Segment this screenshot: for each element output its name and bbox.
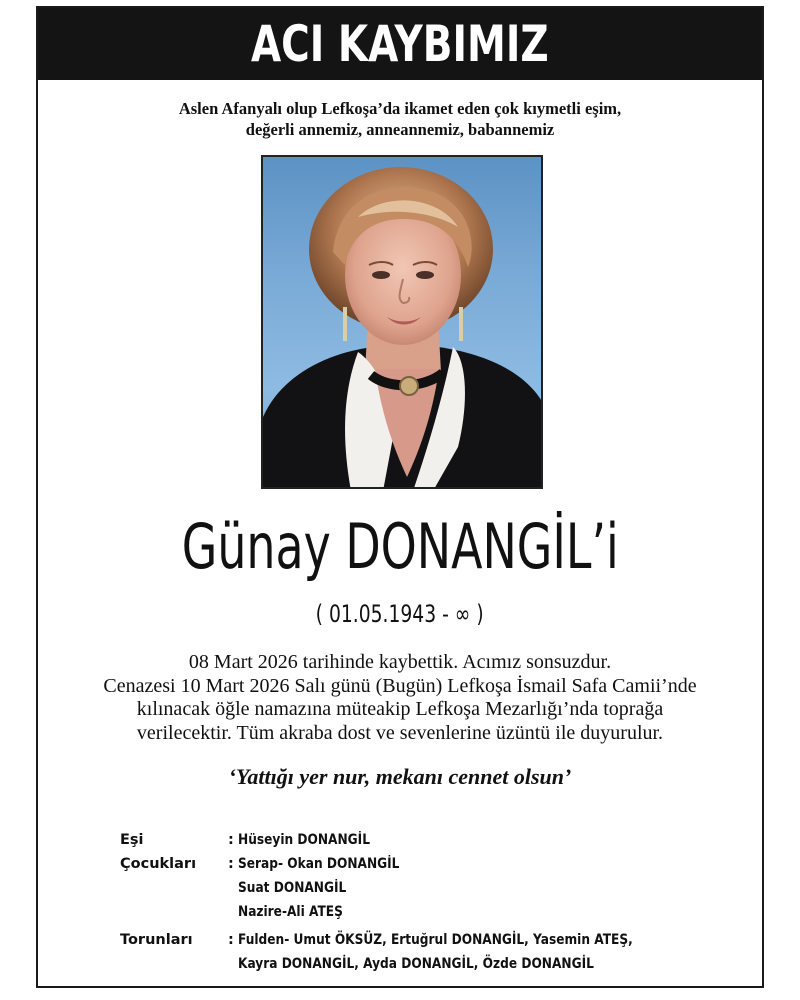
portrait-photo (261, 155, 543, 489)
announcement-line-4: verilecektir. Tüm akraba dost ve sevenlerine üzüntü ile duyurulur. (136, 721, 664, 744)
grandchildren-colon: : (228, 932, 234, 948)
spouse-name: Hüseyin DONANGİL (238, 832, 370, 848)
life-dates-text: ( 01.05.1943 - ∞ ) (316, 600, 484, 628)
children-label: Çocukları (120, 856, 197, 872)
announcement-line-3: kılınacak öğle namazına müteakip Lefkoşa Mezarlığı’nda toprağa (136, 698, 664, 720)
grandchildren-names-line-1: Fulden- Umut ÖKSÜZ, Ertuğrul DONANGİL, Yasemin ATEŞ, (238, 932, 633, 948)
announcement-line-2: Cenazesi 10 Mart 2026 Salı günü (Bugün) Lefkoşa İsmail Safa Camii’nde (103, 674, 697, 697)
deceased-name-text: Günay DONANGİL’i (181, 510, 619, 583)
spouse-label: Eşi (120, 832, 144, 848)
grandchildren-label: Torunları (120, 932, 193, 948)
spouse-colon: : (228, 832, 234, 848)
obituary-frame (36, 6, 764, 988)
prayer-quote: ‘Yattığı yer nur, mekanı cennet olsun’ (228, 764, 572, 789)
child-name: Suat DONANGİL (238, 880, 347, 896)
intro-line-2: değerli annemiz, anneannemiz, babannemiz (245, 120, 555, 139)
child-name: Serap- Okan DONANGİL (238, 856, 400, 872)
life-dates (38, 598, 762, 630)
title-banner (38, 8, 762, 80)
deceased-name (38, 508, 762, 586)
intro-text (38, 98, 762, 140)
grandchildren-names-line-2: Kayra DONANGİL, Ayda DONANGİL, Özde DONANGİL (238, 956, 594, 972)
banner-title: ACI KAYBIMIZ (251, 15, 549, 73)
announcement-text (38, 651, 762, 745)
announcement-line-1: 08 Mart 2026 tarihinde kaybettik. Acımız sonsuzdur. (188, 651, 612, 673)
children-colon: : (228, 856, 234, 872)
child-name: Nazire-Ali ATEŞ (238, 904, 343, 920)
portrait-illustration (263, 157, 543, 489)
intro-line-1: Aslen Afanyalı olup Lefkoşa’da ikamet eden çok kıymetli eşim, (178, 99, 622, 118)
